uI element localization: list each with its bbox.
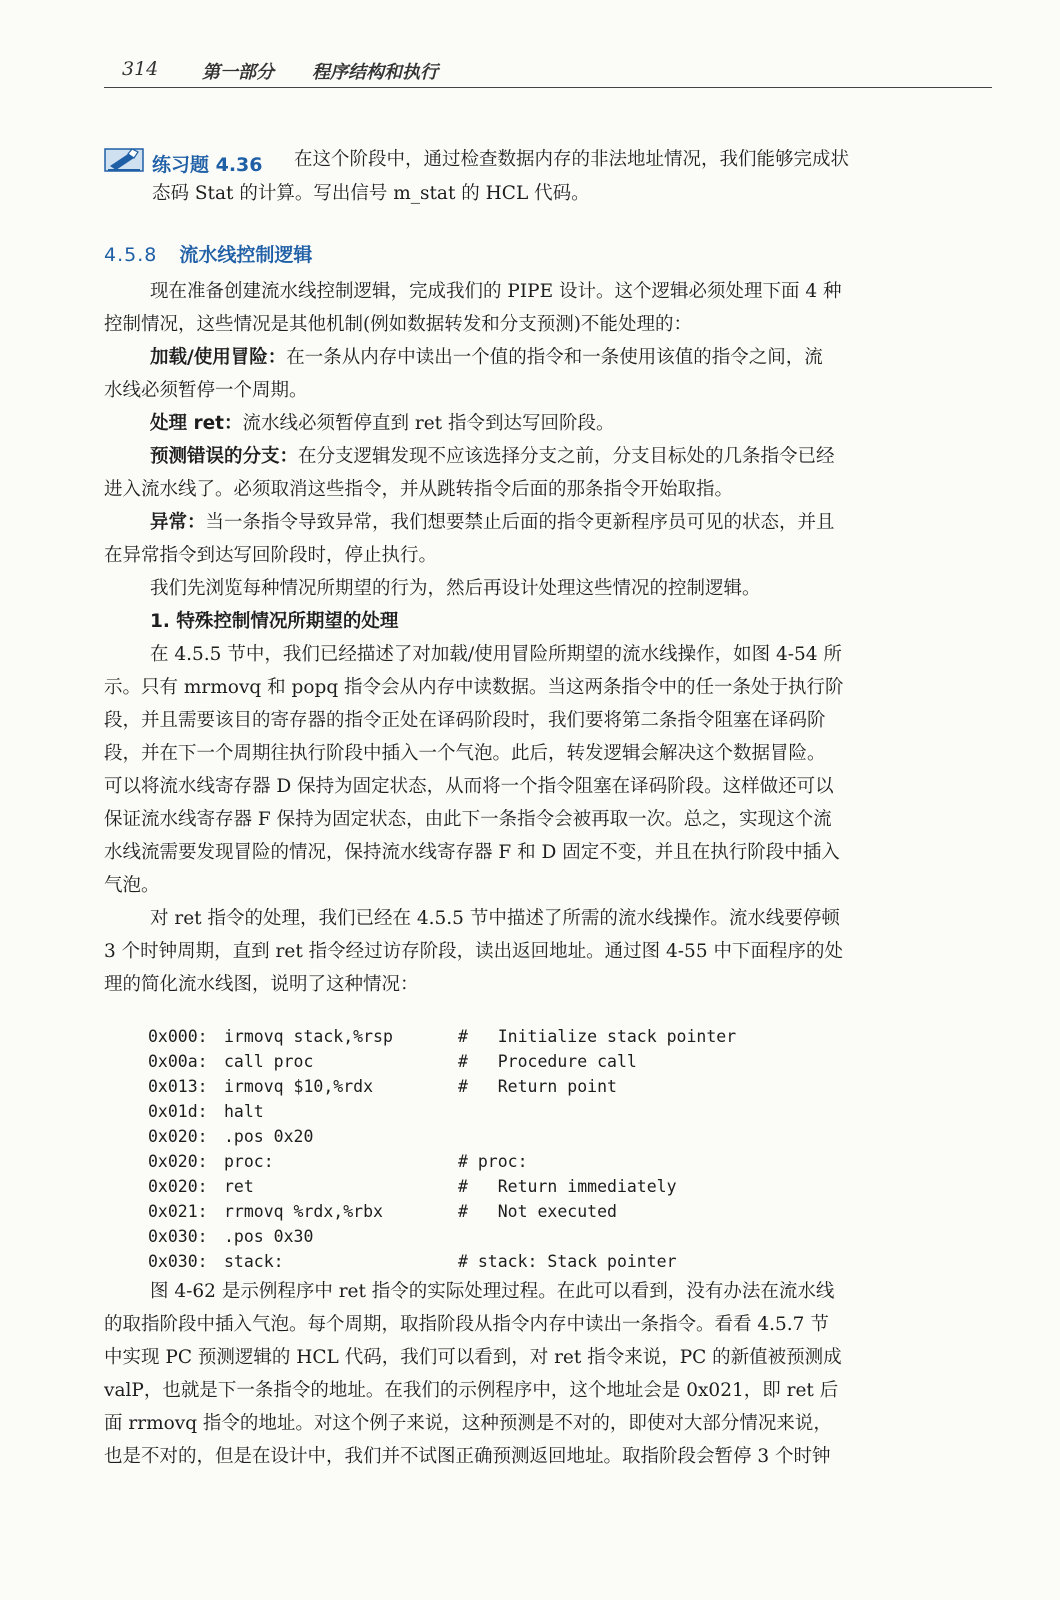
header-chapter: 程序结构和执行 <box>312 62 438 83</box>
paragraph-line: 对 ret 指令的处理，我们已经在 4.5.5 节中描述了所需的流水线操作。流水线要停顿 <box>150 908 840 929</box>
paragraph-line: 水线必须暂停一个周期。 <box>104 380 308 401</box>
paragraph-line: 气泡。 <box>104 875 160 896</box>
section-title: 流水线控制逻辑 <box>179 244 313 266</box>
paragraph-line: 在 4.5.5 节中，我们已经描述了对加载/使用冒险所期望的流水线操作，如图 4-54 所 <box>150 644 842 665</box>
paragraph-line: 也是不对的，但是在设计中，我们并不试图正确预测返回地址。取指阶段会暂停 3 个时钟 <box>104 1446 831 1467</box>
code-line: 0x021: rrmovq %rdx,%rbx # Not executed <box>148 1202 617 1221</box>
paragraph-line: 可以将流水线寄存器 D 保持为固定状态，从而将一个指令阻塞在译码阶段。这样做还可以 <box>104 776 834 797</box>
paragraph-line: 段，并在下一个周期往执行阶段中插入一个气泡。此后，转发逻辑会解决这个数据冒险。 <box>104 743 826 764</box>
code-line: 0x013: irmovq $10,%rdx # Return point <box>148 1077 617 1096</box>
running-header <box>104 56 992 88</box>
load-use-item: 加载/使用冒险：在一条从内存中读出一个值的指令和一条使用该值的指令之间，流 <box>150 347 823 368</box>
paragraph-line: 现在准备创建流水线控制逻辑，完成我们的 PIPE 设计。这个逻辑必须处理下面 4 种 <box>150 281 842 302</box>
paragraph-line: 中实现 PC 预测逻辑的 HCL 代码，我们可以看到，对 ret 指令来说，PC 的新值被预测成 <box>104 1347 842 1368</box>
paragraph-line: 面 rrmovq 指令的地址。对这个例子来说，这种预测是不对的，即使对大部分情况来说， <box>104 1413 832 1434</box>
paragraph-line: valP，也就是下一条指令的地址。在我们的示例程序中，这个地址会是 0x021，即 ret 后 <box>104 1380 839 1401</box>
paragraph-line: 控制情况，这些情况是其他机制(例如数据转发和分支预测)不能处理的： <box>104 314 692 335</box>
ret-item: 处理 ret：流水线必须暂停直到 ret 指令到达写回阶段。 <box>150 413 615 434</box>
section-number: 4.5.8 <box>104 244 158 266</box>
exercise-line-2: 态码 Stat 的计算。写出信号 m_stat 的 HCL 代码。 <box>152 183 590 204</box>
header-rule <box>104 87 992 88</box>
code-line: 0x01d: halt <box>148 1102 264 1121</box>
paragraph-line: 保证流水线寄存器 F 保持为固定状态，由此下一条指令会被再取一次。总之，实现这个流 <box>104 809 832 830</box>
subsection-heading: 1. 特殊控制情况所期望的处理 <box>150 611 399 632</box>
code-line: 0x020: .pos 0x20 <box>148 1127 314 1146</box>
paragraph-line: 我们先浏览每种情况所期望的行为，然后再设计处理这些情况的控制逻辑。 <box>150 578 761 599</box>
code-line: 0x020: proc: # proc: <box>148 1152 528 1171</box>
exception-item: 异常：当一条指令导致异常，我们想要禁止后面的指令更新程序员可见的状态，并且 <box>150 512 835 533</box>
paragraph-line: 理的简化流水线图，说明了这种情况： <box>104 974 419 995</box>
section-heading <box>104 240 312 267</box>
paragraph-line: 示。只有 mrmovq 和 popq 指令会从内存中读数据。当这两条指令中的任一条处于执行阶 <box>104 677 844 698</box>
page-number: 314 <box>122 58 159 80</box>
code-line: 0x000: irmovq stack,%rsp # Initialize stack pointer <box>148 1027 737 1046</box>
code-line: 0x030: stack: # stack: Stack pointer <box>148 1252 677 1271</box>
code-line: 0x00a: call proc # Procedure call <box>148 1052 637 1071</box>
pencil-exercise-icon <box>104 146 144 174</box>
paragraph-line: 进入流水线了。必须取消这些指令，并从跳转指令后面的那条指令开始取指。 <box>104 479 734 500</box>
mispredict-item: 预测错误的分支：在分支逻辑发现不应该选择分支之前，分支目标处的几条指令已经 <box>150 446 835 467</box>
exercise-line-1: 在这个阶段中，通过检查数据内存的非法地址情况，我们能够完成状 <box>294 149 850 170</box>
paragraph-line: 3 个时钟周期，直到 ret 指令经过访存阶段，读出返回地址。通过图 4-55 中下面程序的处 <box>104 941 843 962</box>
paragraph-line: 图 4-62 是示例程序中 ret 指令的实际处理过程。在此可以看到，没有办法在流水线 <box>150 1281 835 1302</box>
paragraph-line: 的取指阶段中插入气泡。每个周期，取指阶段从指令内存中读出一条指令。看看 4.5.7 节 <box>104 1314 829 1335</box>
header-part: 第一部分 <box>202 62 274 83</box>
paragraph-line: 水线流需要发现冒险的情况，保持流水线寄存器 F 和 D 固定不变，并且在执行阶段中插入 <box>104 842 840 863</box>
code-line: 0x030: .pos 0x30 <box>148 1227 314 1246</box>
paragraph-line: 段，并且需要该目的寄存器的指令正处在译码阶段时，我们要将第二条指令阻塞在译码阶 <box>104 710 826 731</box>
paragraph-line: 在异常指令到达写回阶段时，停止执行。 <box>104 545 438 566</box>
code-line: 0x020: ret # Return immediately <box>148 1177 677 1196</box>
exercise-title: 练习题 4.36 <box>152 154 263 176</box>
